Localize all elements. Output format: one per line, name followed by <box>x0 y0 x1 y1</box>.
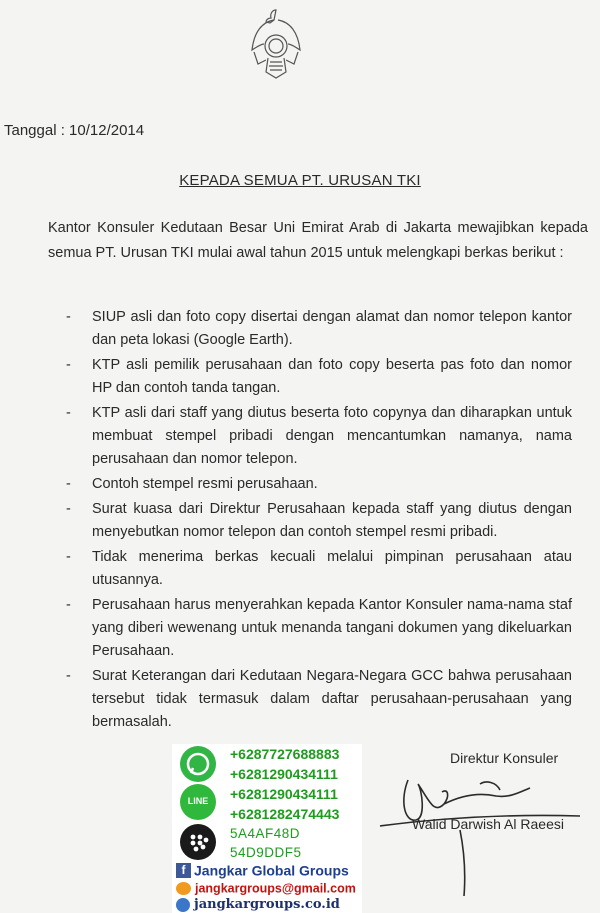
list-item-text: Surat Keterangan dari Kedutaan Negara-Negara GCC bahwa perusahaan tersebut tidak termasuk dalam daftar perusahaan-perusahaan yang bermasalah. <box>92 668 572 730</box>
list-item: - Surat kuasa dari Direktur Perusahaan kepada staff yang diutus dengan menyebutkan nomor telepon dan contoh stempel resmi pribadi. <box>66 501 572 540</box>
list-item: - KTP asli dari staff yang diutus beserta foto copynya dan diharapkan untuk membuat stempel pribadi dengan mencantumkan namanya, nama perusahaan dan nomor telepon. <box>66 405 572 467</box>
facebook-row[interactable] <box>176 862 349 879</box>
phone-number[interactable]: +6281290434111 <box>230 786 338 802</box>
email-row[interactable] <box>176 880 356 896</box>
letter-subject: KEPADA SEMUA PT. URUSAN TKI <box>179 172 421 189</box>
list-item-text: Surat kuasa dari Direktur Perusahaan kepada staff yang diutus dengan menyebutkan nomor telepon dan contoh stempel resmi pribadi. <box>92 501 572 540</box>
list-item-text: SIUP asli dan foto copy disertai dengan alamat dan nomor telepon kantor dan peta lokasi (Google Earth). <box>92 309 572 348</box>
list-item: - Surat Keterangan dari Kedutaan Negara-Negara GCC bahwa perusahaan tersebut tidak termasuk dalam daftar perusahaan-perusahaan yang bermasalah. <box>66 668 572 730</box>
signer-name: Walid Darwish Al Raeesi <box>412 816 564 832</box>
whatsapp-icon <box>180 746 216 782</box>
list-item-text: Perusahaan harus menyerahkan kepada Kantor Konsuler nama-nama staf yang diberi wewenang untuk menanda tangani dokumen yang dikeluarkan Perusahaan. <box>92 597 572 659</box>
phone-number[interactable]: +6281290434111 <box>230 766 338 782</box>
contact-overlay <box>172 744 362 913</box>
letter-intro: Kantor Konsuler Kedutaan Besar Uni Emirat Arab di Jakarta mewajibkan kepada semua PT. Urusan TKI mulai awal tahun 2015 untuk melengkapi berkas berikut : <box>48 220 588 261</box>
list-item: - Contoh stempel resmi perusahaan. <box>66 476 318 492</box>
list-item: - Tidak menerima berkas kecuali melalui pimpinan perusahaan atau utusannya. <box>66 549 572 588</box>
list-item: - SIUP asli dan foto copy disertai dengan alamat dan nomor telepon kantor dan peta lokasi (Google Earth). <box>66 309 572 348</box>
list-item-text: Contoh stempel resmi perusahaan. <box>92 476 318 492</box>
phone-number[interactable]: +6281282474443 <box>230 806 340 822</box>
bb-pin: 54D9DDF5 <box>230 845 302 860</box>
list-item: - Perusahaan harus menyerahkan kepada Kantor Konsuler nama-nama staf yang diberi wewenang untuk menanda tangani dokumen yang dikeluarkan Perusahaan. <box>66 597 572 659</box>
website-row[interactable] <box>176 896 340 912</box>
requirements-list <box>62 306 572 736</box>
email-icon <box>176 882 191 895</box>
phone-number[interactable]: +6287727688883 <box>230 746 340 762</box>
uae-falcon-emblem <box>244 6 308 82</box>
website-url: jangkargroups.co.id <box>194 897 340 913</box>
line-icon: LINE <box>180 784 216 820</box>
facebook-name: Jangkar Global Groups <box>194 862 349 879</box>
web-icon <box>176 898 190 912</box>
facebook-icon: f <box>176 863 191 878</box>
letter-date: Tanggal : 10/12/2014 <box>4 122 145 139</box>
email-address: jangkargroups@gmail.com <box>195 881 356 896</box>
list-item-text: KTP asli dari staff yang diutus beserta foto copynya dan diharapkan untuk membuat stempel pribadi dengan mencantumkan namanya, nama perusahaan dan nomor telepon. <box>92 405 572 467</box>
bb-pin: 5A4AF48D <box>230 826 301 841</box>
signer-title: Direktur Konsuler <box>450 750 559 766</box>
list-item-text: Tidak menerima berkas kecuali melalui pimpinan perusahaan atau utusannya. <box>92 549 572 588</box>
list-item: - KTP asli pemilik perusahaan dan foto copy beserta pas foto dan nomor HP dan contoh tanda tangan. <box>66 357 572 396</box>
list-item-text: KTP asli pemilik perusahaan dan foto copy beserta pas foto dan nomor HP dan contoh tanda tangan. <box>92 357 572 396</box>
blackberry-icon <box>180 824 216 860</box>
